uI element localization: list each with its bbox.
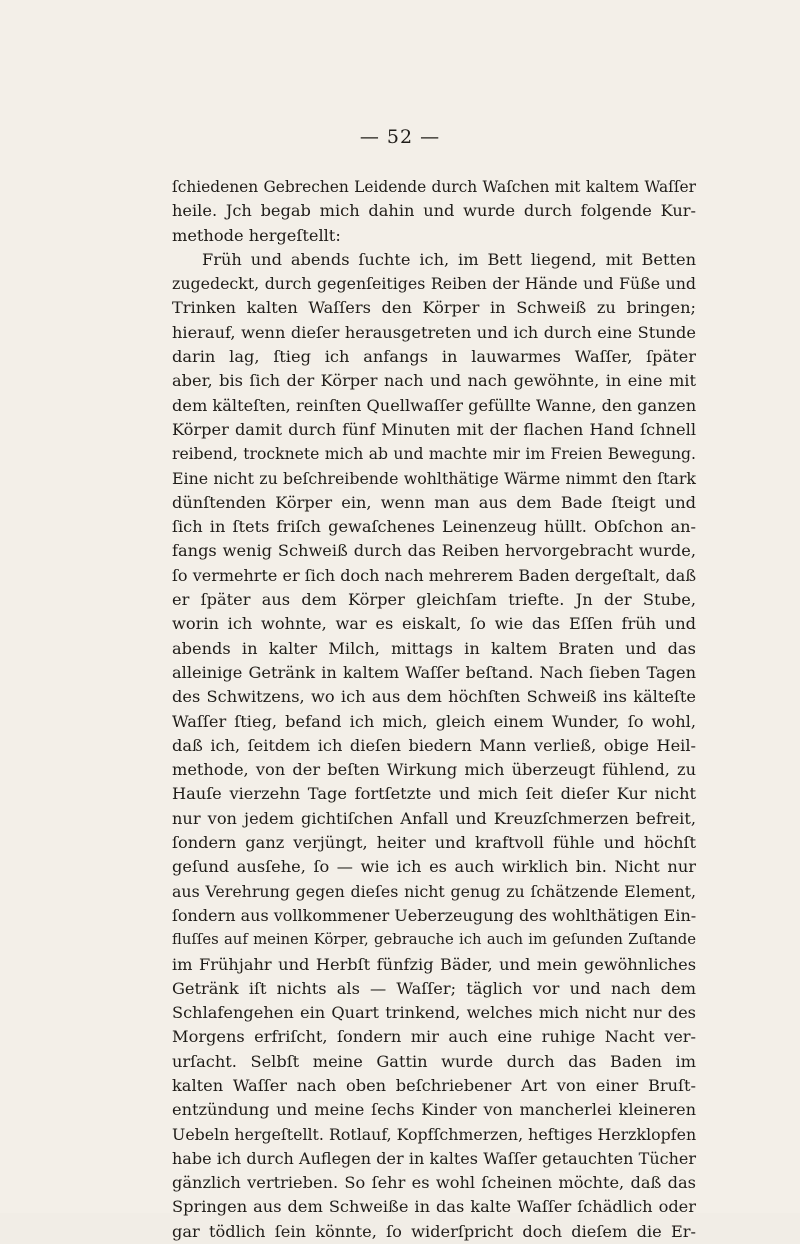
text-line: Trinken kalten Waſſers den Körper in Schweiß zu bringen; xyxy=(172,298,696,318)
text-line: entzündung und meine ſechs Kinder von mancherlei kleineren xyxy=(172,1100,696,1120)
text-line: gänzlich vertrieben. So ſehr es wohl ſcheinen möchte, daß das xyxy=(172,1173,696,1193)
text-line: Getränk iſt nichts als — Waſſer; täglich vor und nach dem xyxy=(172,978,696,998)
text-line: des Schwitzens, wo ich aus dem höchſten Schweiß ins kälteſte xyxy=(172,687,696,707)
text-line: urſacht. Selbſt meine Gattin wurde durch das Baden im xyxy=(172,1051,696,1071)
text-line: alleinige Getränk in kaltem Waſſer beſtand. Nach ſieben Tagen xyxy=(172,662,696,682)
text-line: ſondern aus vollkommener Ueberzeugung des wohlthätigen Ein- xyxy=(172,905,697,925)
text-line: Eine nicht zu beſchreibende wohlthätige Wärme nimmt den ſtark xyxy=(172,468,696,488)
text-line: Waſſer ſtieg, befand ich mich, gleich einem Wunder, ſo wohl, xyxy=(172,711,696,731)
text-line: dem kälteſten, reinſten Quellwaſſer gefüllte Wanne, den ganzen xyxy=(172,395,697,415)
text-line: methode hergeſtellt: xyxy=(172,225,341,245)
text-line: methode, von der beſten Wirkung mich überzeugt fühlend, zu xyxy=(172,760,696,780)
text-line: Springen aus dem Schweiße in das kalte Waſſer ſchädlich oder xyxy=(172,1197,696,1217)
text-line: reibend, trocknete mich ab und machte mir im Freien Bewegung. xyxy=(172,445,696,464)
text-line: abends in kalter Milch, mittags in kaltem Braten und das xyxy=(172,638,696,658)
text-line: im Frühjahr und Herbſt fünfzig Bäder, und mein gewöhnliches xyxy=(172,954,696,974)
text-line: aus Verehrung gegen dieſes nicht genug zu ſchätzende Element, xyxy=(172,881,696,901)
text-line: darin lag, ſtieg ich anfangs in lauwarmes Waſſer, ſpäter xyxy=(172,347,696,367)
page-number: — 52 — xyxy=(359,126,441,148)
text-line: Schlafengehen ein Quart trinkend, welches mich nicht nur des xyxy=(172,1003,696,1023)
text-line: Uebeln hergeſtellt. Rotlauf, Kopfſchmerzen, heftiges Herzklopfen xyxy=(172,1124,697,1144)
text-line: Morgens erfriſcht, ſondern mir auch eine ruhige Nacht ver- xyxy=(172,1027,696,1047)
text-line: Körper damit durch fünf Minuten mit der flachen Hand ſchnell xyxy=(172,419,696,439)
text-line: hierauf, wenn dieſer herausgetreten und ich durch eine Stunde xyxy=(172,322,696,342)
body-text xyxy=(172,175,696,1244)
text-line: habe ich durch Auflegen der in kaltes Waſſer getauchten Tücher xyxy=(172,1148,696,1168)
text-line: Früh und abends ſuchte ich, im Bett liegend, mit Betten xyxy=(202,249,696,269)
text-line: ſondern ganz verjüngt, heiter und kraftvoll fühle und höchſt xyxy=(172,833,696,853)
text-line: kalten Waſſer nach oben beſchriebener Art von einer Bruſt- xyxy=(172,1075,696,1095)
text-line: daß ich, ſeitdem ich dieſen biedern Mann verließ, obige Heil- xyxy=(172,735,696,755)
text-line: dünſtenden Körper ein, wenn man aus dem Bade ſteigt und xyxy=(172,492,696,512)
text-line: aber, bis ſich der Körper nach und nach gewöhnte, in eine mit xyxy=(172,371,696,391)
text-line: Hauſe vierzehn Tage fortſetzte und mich ſeit dieſer Kur nicht xyxy=(172,784,696,804)
text-line: heile. Jch begab mich dahin und wurde durch folgende Kur- xyxy=(172,201,696,221)
text-line: fluſſes auf meinen Körper, gebrauche ich auch im geſunden Zuſtande xyxy=(172,931,696,949)
text-line: ſo vermehrte er ſich doch nach mehrerem Baden dergeſtalt, daß xyxy=(172,565,696,585)
text-line: nur von jedem gichtiſchen Anfall und Kreuzſchmerzen befreit, xyxy=(172,808,696,828)
text-line: ſchiedenen Gebrechen Leidende durch Waſchen mit kaltem Waſſer xyxy=(172,178,696,196)
text-line: zugedeckt, durch gegenſeitiges Reiben der Hände und Füße und xyxy=(172,274,696,294)
text-line: fangs wenig Schweiß durch das Reiben hervorgebracht wurde, xyxy=(172,541,696,561)
text-line: gar tödlich ſein könnte, ſo widerſpricht doch dieſem die Er- xyxy=(172,1221,696,1241)
text-line: geſund ausſehe, ſo — wie ich es auch wirklich bin. Nicht nur xyxy=(172,857,696,877)
text-line: ſich in ſtets friſch gewaſchenes Leinenzeug hüllt. Obſchon an- xyxy=(172,517,696,537)
text-line: worin ich wohnte, war es eiskalt, ſo wie das Eſſen früh und xyxy=(172,614,696,634)
text-line: er ſpäter aus dem Körper gleichſam triefte. Jn der Stube, xyxy=(172,590,696,610)
